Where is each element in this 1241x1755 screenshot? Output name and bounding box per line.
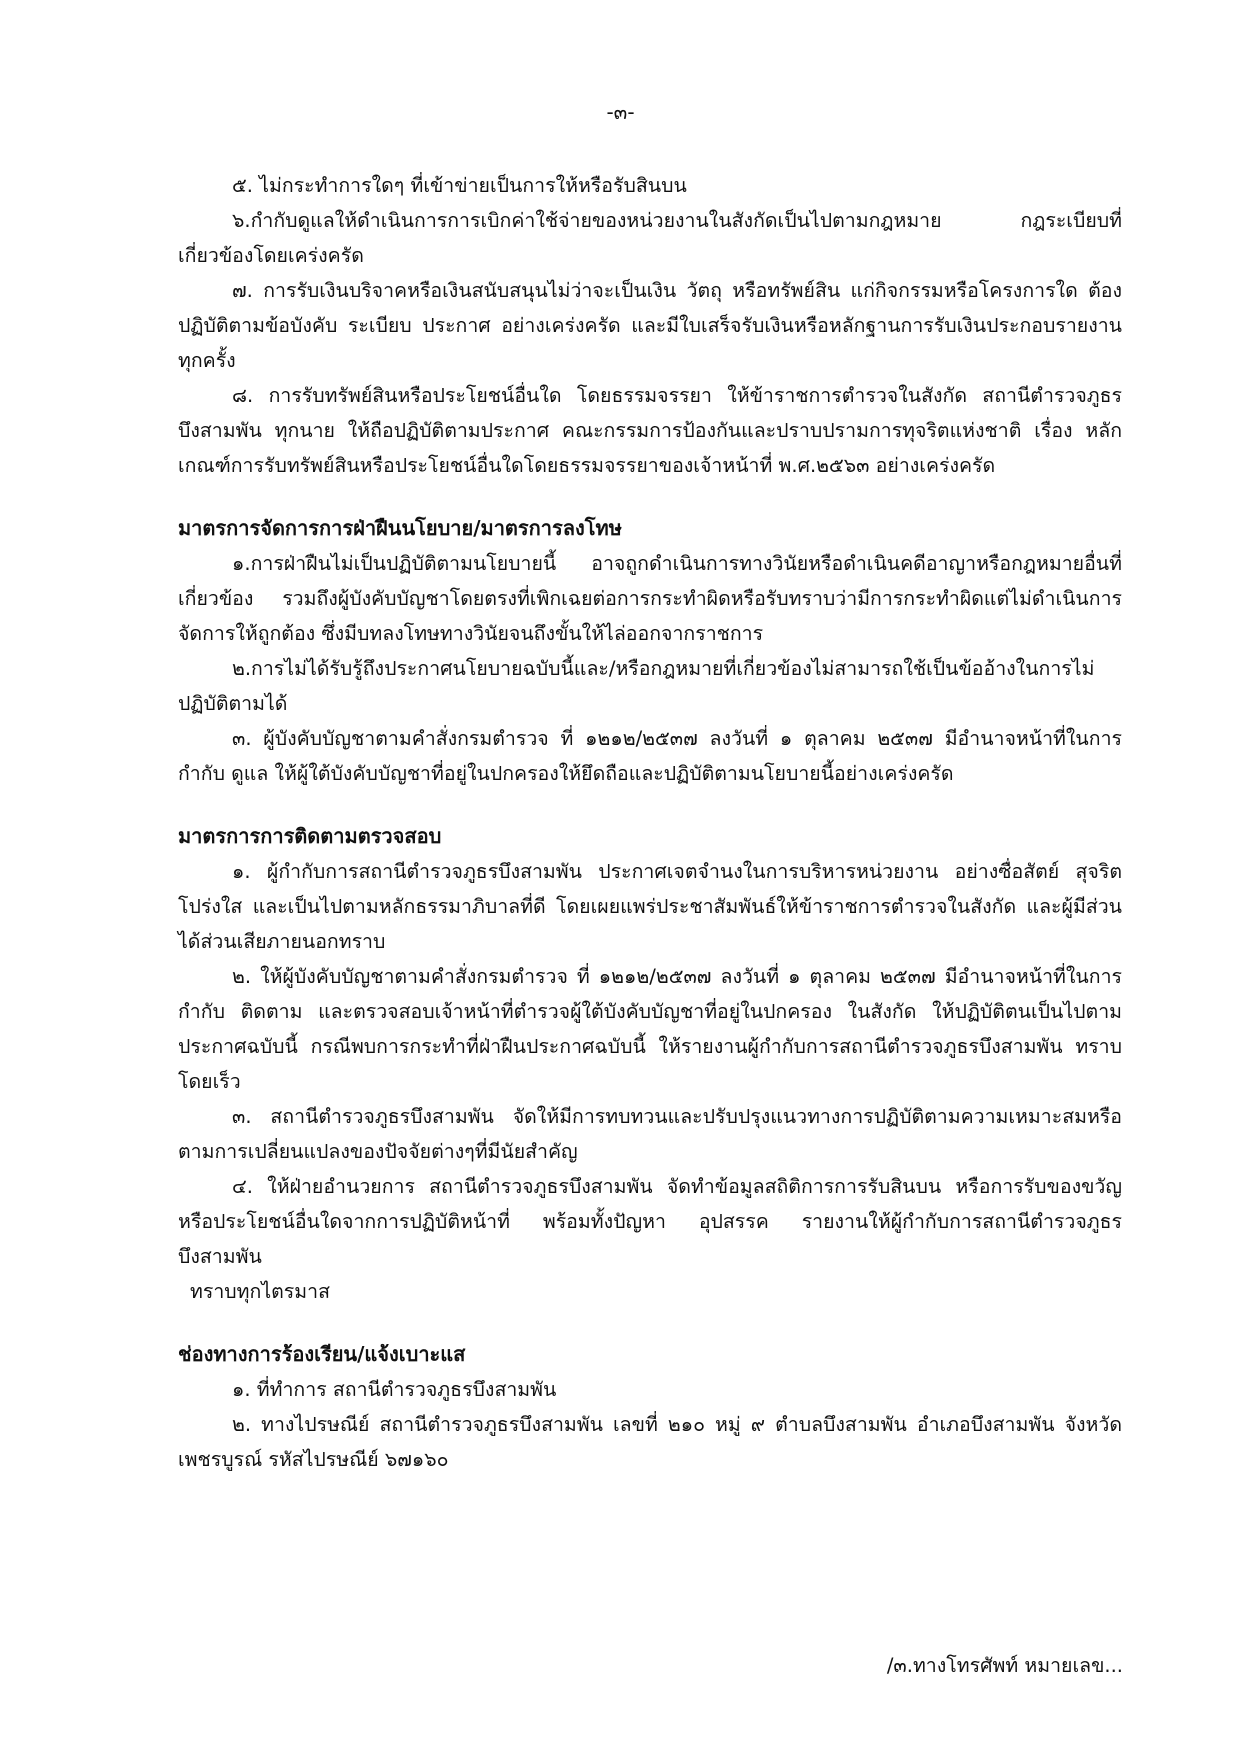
paragraph: ๓. ผู้บังคับบัญชาตามคำสั่งกรมตำรวจ ที่ ๑๒๑๒/๒๕๓๗ ลงวันที่ ๑ ตุลาคม ๒๕๓๗ มีอำนาจหน้าที่ในการกำกับ ดูแล ให้ผู้ใต้บังคับบัญชาที่อยู่ในปกครองให้ยึดถือและปฏิบัติตามนโยบายนี้อย่างเคร่งครัด [178, 727, 1122, 785]
paragraph: ๕. ไม่กระทำการใดๆ ที่เข้าข่ายเป็นการให้หรือรับสินบน [232, 174, 687, 197]
section-heading: มาตรการการติดตามตรวจสอบ [178, 824, 442, 848]
paragraph: ๗. การรับเงินบริจาคหรือเงินสนับสนุนไม่ว่าจะเป็นเงิน วัตถุ หรือทรัพย์สิน แก่กิจกรรมหรือโครงการใด ต้องปฏิบัติตามข้อบังคับ ระเบียบ ประกาศ อย่างเคร่งครัด และมีใบเสร็จรับเงินหรือหลักฐานการรับเงินประกอบรายงานทุกครั้ง [178, 279, 1122, 372]
section-monitoring-measures [178, 819, 1122, 1309]
paragraph: ๒. ทางไปรษณีย์ สถานีตำรวจภูธรบึงสามพัน เลขที่ ๒๑๐ หมู่ ๙ ตำบลบึงสามพัน อำเภอบึงสามพัน จังหวัดเพชรบูรณ์ รหัสไปรษณีย์ ๖๗๑๖๐ [178, 1413, 1122, 1471]
paragraph: ๓. สถานีตำรวจภูธรบึงสามพัน จัดให้มีการทบทวนและปรับปรุงแนวทางการปฏิบัติตามความเหมาะสมหรือตามการเปลี่ยนแปลงของปัจจัยต่างๆที่มีนัยสำคัญ [178, 1105, 1122, 1163]
section-conduct-rules [178, 168, 1122, 483]
document-body [178, 168, 1122, 1477]
paragraph: ๒. ให้ผู้บังคับบัญชาตามคำสั่งกรมตำรวจ ที่ ๑๒๑๒/๒๕๓๗ ลงวันที่ ๑ ตุลาคม ๒๕๓๗ มีอำนาจหน้าที่ในการกำกับ ติดตาม และตรวจสอบเจ้าหน้าที่ตำรวจผู้ใต้บังคับบัญชาที่อยู่ในปกครอง ในสังกัด ให้ปฏิบัติตนเป็นไปตามประกาศฉบับนี้ กรณีพบการกระทำที่ฝ่าฝืนประกาศฉบับนี้ ให้รายงานผู้กำกับการสถานีตำรวจภูธรบึงสามพัน ทราบโดยเร็ว [178, 965, 1122, 1093]
section-heading: มาตรการจัดการการฝ่าฝืนนโยบาย/มาตรการลงโทษ [178, 516, 622, 540]
continuation-note: /๓.ทางโทรศัพท์ หมายเลข... [886, 1654, 1123, 1677]
paragraph: ๑. ผู้กำกับการสถานีตำรวจภูธรบึงสามพัน ประกาศเจตจำนงในการบริหารหน่วยงาน อย่างซื่อสัตย์ สุจริต โปร่งใส และเป็นไปตามหลักธรรมาภิบาลที่ดี โดยเผยแพร่ประชาสัมพันธ์ให้ข้าราชการตำรวจในสังกัด และผู้มีส่วนได้ส่วนเสียภายนอกทราบ [178, 860, 1122, 953]
paragraph: ๖.กำกับดูแลให้ดำเนินการการเบิกค่าใช้จ่ายของหน่วยงานในสังกัดเป็นไปตามกฎหมาย กฎระเบียบที่เกี่ยวข้องโดยเคร่งครัด [178, 209, 1122, 267]
paragraph: ๒.การไม่ได้รับรู้ถึงประกาศนโยบายฉบับนี้และ/หรือกฎหมายที่เกี่ยวข้องไม่สามารถใช้เป็นข้ออ้างในการไม่ปฏิบัติตามได้ [178, 657, 1095, 715]
page-number: -๓- [606, 100, 635, 124]
section-heading: ช่องทางการร้องเรียน/แจ้งเบาะแส [178, 1342, 466, 1366]
paragraph-trailing-line: ทราบทุกไตรมาส [190, 1280, 330, 1303]
paragraph: ๔. ให้ฝ่ายอำนวยการ สถานีตำรวจภูธรบึงสามพัน จัดทำข้อมูลสถิติการการรับสินบน หรือการรับของขวัญหรือประโยชน์อื่นใดจากการปฏิบัติหน้าที่ พร้อมทั้งปัญหา อุปสรรค รายงานให้ผู้กำกับการสถานีตำรวจภูธรบึงสามพัน [178, 1175, 1122, 1268]
section-violation-measures [178, 511, 1122, 791]
paragraph: ๑.การฝ่าฝืนไม่เป็นปฏิบัติตามนโยบายนี้ อาจถูกดำเนินการทางวินัยหรือดำเนินคดีอาญาหรือกฎหมายอื่นที่เกี่ยวข้อง รวมถึงผู้บังคับบัญชาโดยตรงที่เพิกเฉยต่อการกระทำผิดหรือรับทราบว่ามีการกระทำผิดแต่ไม่ดำเนินการจัดการให้ถูกต้อง ซึ่งมีบทลงโทษทางวินัยจนถึงขั้นให้ไล่ออกจากราชการ [178, 552, 1122, 645]
paragraph: ๘. การรับทรัพย์สินหรือประโยชน์อื่นใด โดยธรรมจรรยา ให้ข้าราชการตำรวจในสังกัด สถานีตำรวจภูธรบึงสามพัน ทุกนาย ให้ถือปฏิบัติตามประกาศ คณะกรรมการป้องกันและปราบปรามการทุจริตแห่งชาติ เรื่อง หลักเกณฑ์การรับทรัพย์สินหรือประโยชน์อื่นใดโดยธรรมจรรยาของเจ้าหน้าที่ พ.ศ.๒๕๖๓ อย่างเคร่งครัด [178, 384, 1122, 477]
section-complaint-channels [178, 1337, 1122, 1477]
paragraph: ๑. ที่ทำการ สถานีตำรวจภูธรบึงสามพัน [232, 1378, 557, 1401]
